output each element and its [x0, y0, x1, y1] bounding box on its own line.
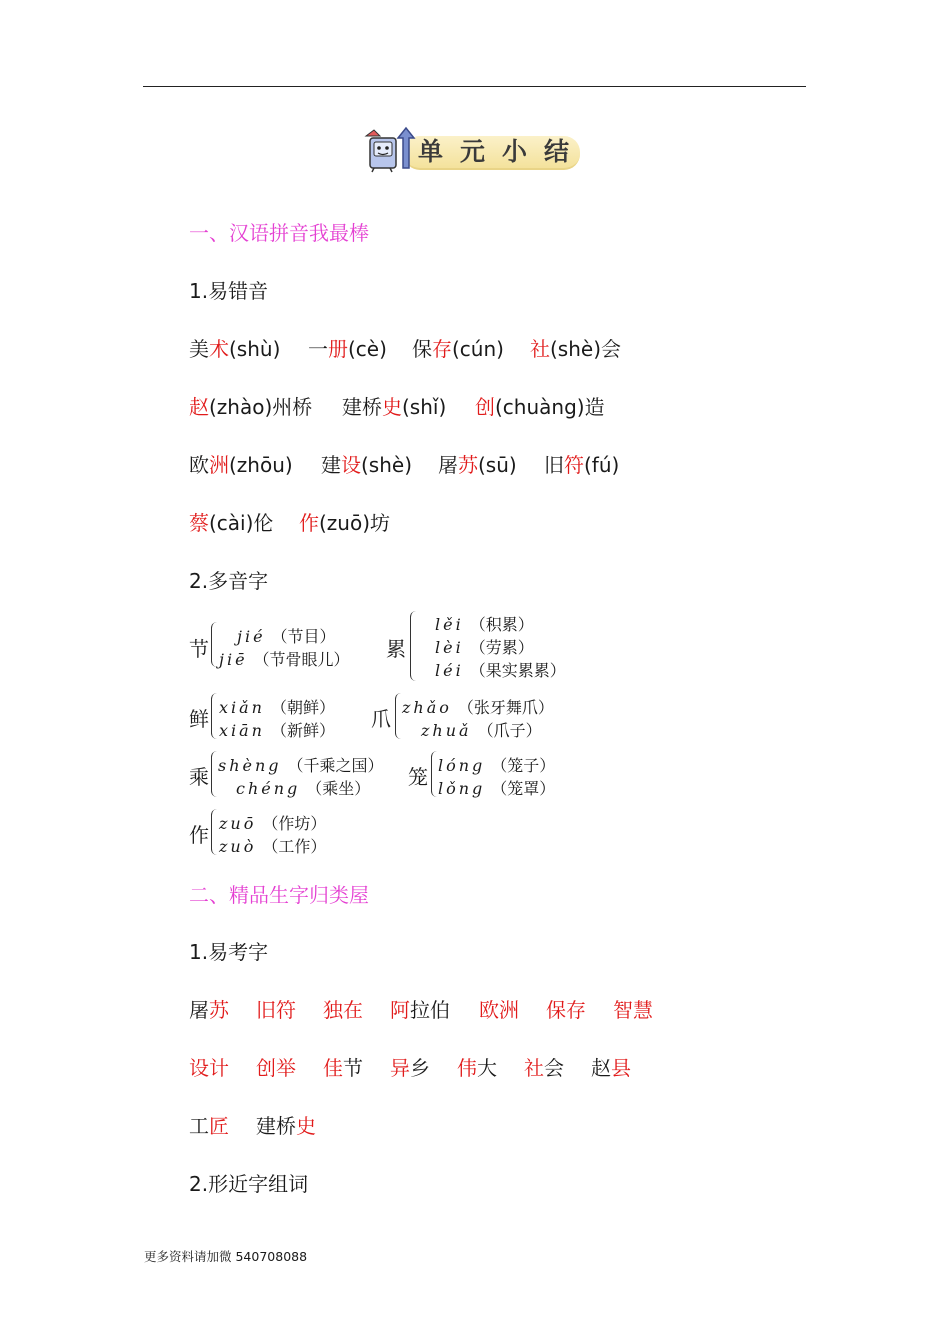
polyphone-group [408, 750, 568, 800]
section1-heading: 一、汉语拼音我最棒 [189, 221, 369, 245]
polyphone-reading: lǒng （笼罩） [438, 779, 556, 798]
pinyin-item: 建设(shè) [321, 453, 413, 477]
word-item: 独在 [323, 998, 363, 1022]
polyphone-char: 作 [189, 823, 209, 847]
polyphone-reading: lěi （积累） [435, 615, 534, 634]
pinyin-item: 作(zuō)坊 [299, 511, 391, 535]
book-mascot-icon [360, 124, 420, 174]
word-item: 屠苏 [189, 998, 229, 1022]
top-rule [143, 86, 806, 87]
polyphone-reading: léi （果实累累） [435, 661, 566, 680]
polyphone-reading: lèi （劳累） [435, 638, 534, 657]
polyphone-group [189, 750, 399, 800]
polyphone-group [189, 620, 379, 670]
polyphone-group [189, 692, 359, 742]
section2-heading: 二、精品生字归类屋 [189, 883, 369, 907]
word-item: 智慧 [613, 998, 653, 1022]
polyphone-group [371, 692, 571, 742]
word-item: 伟大 [457, 1056, 497, 1080]
polyphone-reading: lóng （笼子） [438, 756, 556, 775]
banner-title: 单元小结 [418, 137, 587, 166]
pinyin-item: 保存(cún) [412, 337, 504, 361]
word-item: 工匠 [189, 1114, 229, 1138]
brace [410, 611, 419, 681]
polyphone-reading: chéng （乘坐） [236, 779, 371, 798]
word-item: 建桥史 [256, 1114, 316, 1138]
word-item: 设计 [189, 1056, 229, 1080]
word-item: 旧符 [256, 998, 296, 1022]
word-item: 社会 [524, 1056, 564, 1080]
polyphone-reading: shèng （千乘之国） [218, 756, 384, 775]
polyphone-char: 累 [386, 637, 406, 661]
polyphone-char: 乘 [189, 765, 209, 789]
pinyin-item: 一册(cè) [308, 337, 387, 361]
pinyin-item: 美术(shù) [189, 337, 281, 361]
unit-summary-banner [360, 124, 585, 174]
section1-sub1: 1.易错音 [189, 279, 269, 303]
word-item: 赵县 [591, 1056, 631, 1080]
polyphone-char: 笼 [408, 765, 428, 789]
word-item: 创举 [256, 1056, 296, 1080]
word-item: 欧洲 [479, 998, 519, 1022]
word-item: 佳节 [323, 1056, 363, 1080]
polyphone-reading: xiǎn （朝鲜） [219, 698, 335, 717]
polyphone-reading: xiān （新鲜） [219, 721, 335, 740]
pinyin-item: 欧洲(zhōu) [189, 453, 293, 477]
footer-note: 更多资料请加微 540708088 [144, 1249, 308, 1264]
polyphone-reading: zhuǎ （爪子） [421, 721, 542, 740]
polyphone-char: 爪 [371, 707, 391, 731]
section1-sub2: 2.多音字 [189, 569, 269, 593]
pinyin-item: 屠苏(sū) [438, 453, 517, 477]
section2-sub2: 2.形近字组词 [189, 1172, 309, 1196]
pinyin-item: 赵(zhào)州桥 [189, 395, 313, 419]
polyphone-group [189, 808, 349, 858]
word-item: 保存 [546, 998, 586, 1022]
polyphone-group [386, 608, 566, 682]
pinyin-item: 创(chuàng)造 [475, 395, 605, 419]
word-item: 异乡 [390, 1056, 430, 1080]
pinyin-item: 社(shè)会 [530, 337, 622, 361]
pinyin-item: 旧符(fú) [544, 453, 620, 477]
polyphone-reading: jiē （节骨眼儿） [219, 650, 350, 669]
pinyin-item: 建桥史(shǐ) [342, 395, 447, 419]
pinyin-item: 蔡(cài)伦 [189, 511, 274, 535]
word-item: 阿拉伯 [390, 998, 450, 1022]
polyphone-char: 鲜 [189, 707, 209, 731]
polyphone-char: 节 [189, 637, 209, 661]
polyphone-reading: zhǎo （张牙舞爪） [402, 698, 554, 717]
polyphone-reading: zuō （作坊） [219, 814, 327, 833]
polyphone-reading: zuò （工作） [219, 837, 327, 856]
section2-sub1: 1.易考字 [189, 940, 269, 964]
polyphone-reading: jié （节目） [237, 627, 336, 646]
